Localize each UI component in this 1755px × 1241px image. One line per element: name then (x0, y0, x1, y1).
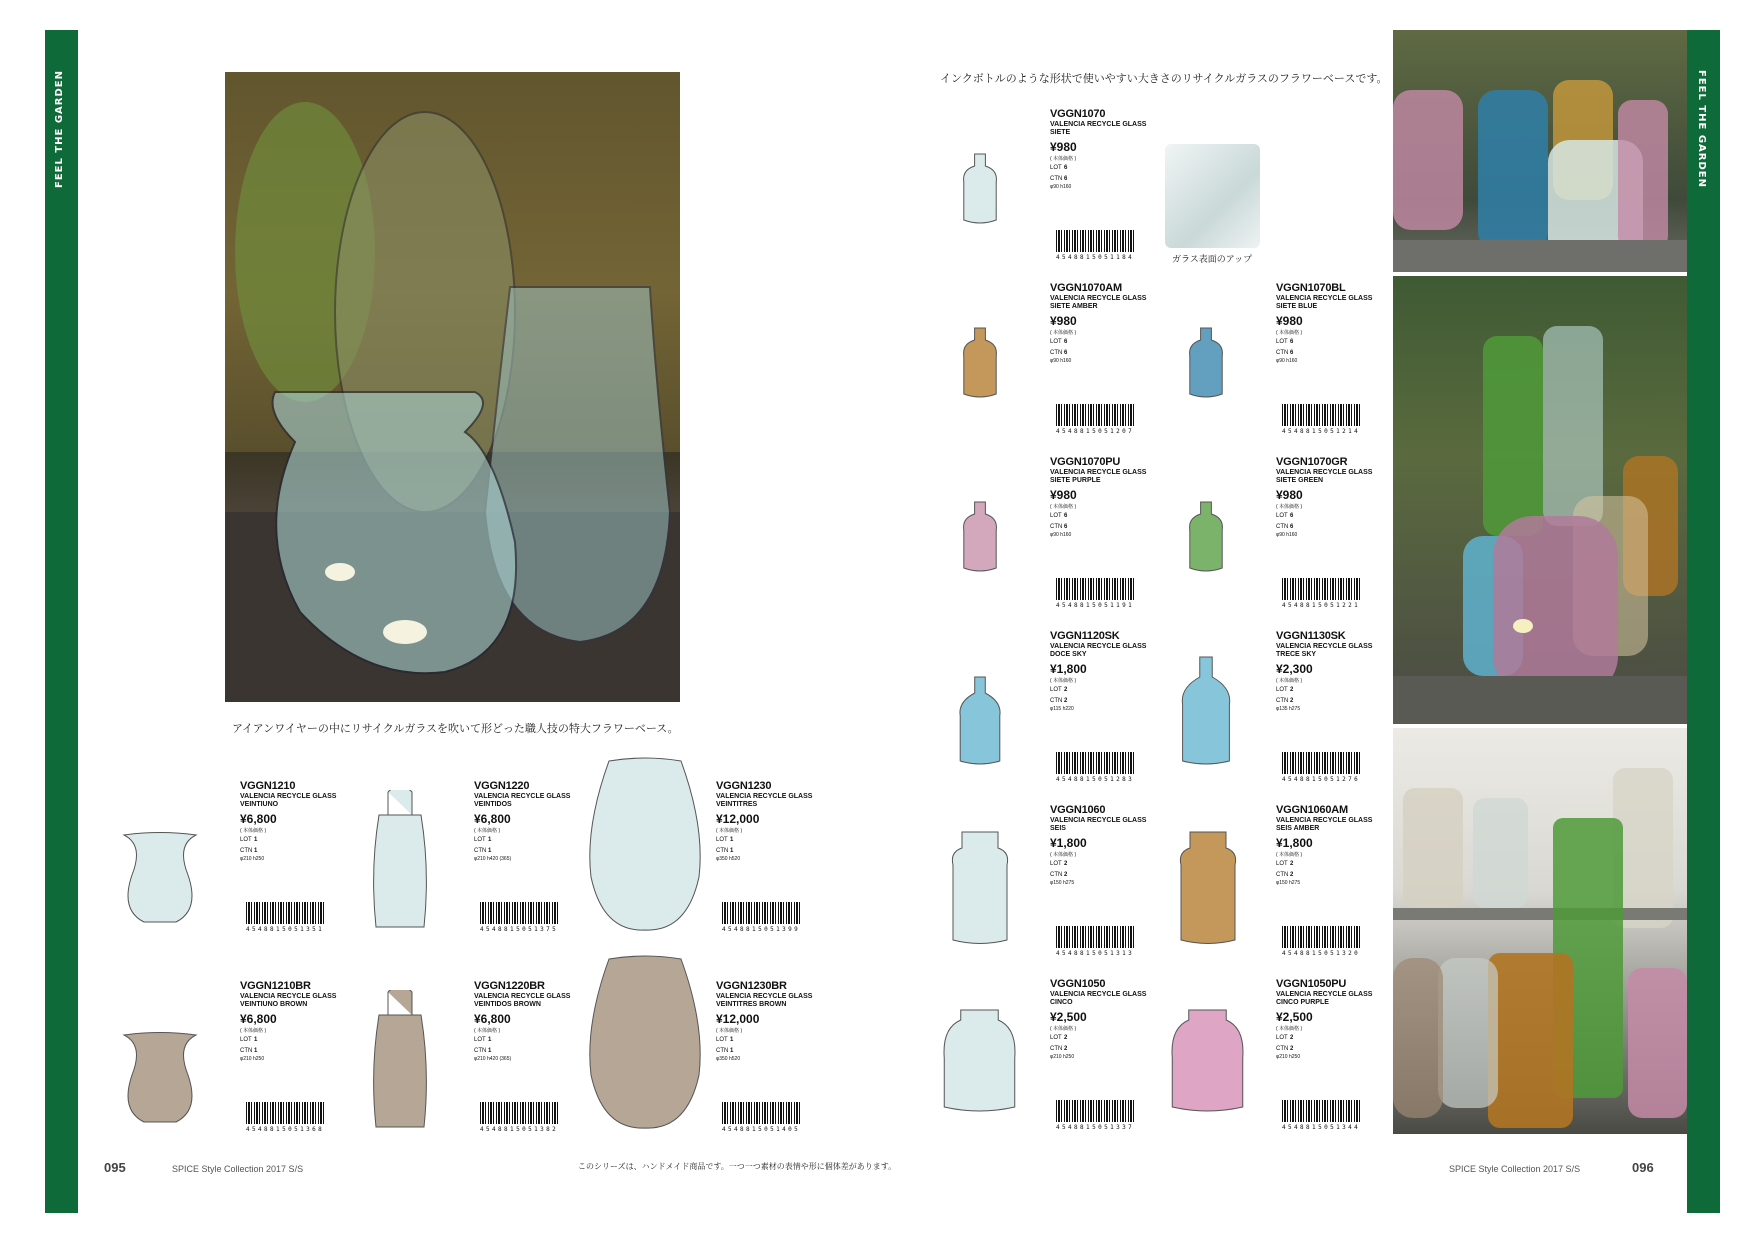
product-price: ¥980 (1050, 488, 1077, 502)
product-name: VALENCIA RECYCLE GLASS VEINTIDOS BROWN (474, 993, 571, 1008)
barcode (1056, 926, 1134, 948)
sidebar-label: FEEL THE GARDEN (54, 70, 65, 188)
product-name: VALENCIA RECYCLE GLASS VEINTIUNO (240, 793, 337, 808)
barcode-number: 4548815051337 (1056, 1124, 1135, 1131)
barcode (1282, 926, 1360, 948)
bottle-photo-middle (1393, 276, 1687, 724)
bottle-photo-bottom (1393, 728, 1687, 1134)
barcode (1282, 578, 1360, 600)
ctn-spec: CTN 6 (1050, 524, 1068, 530)
bottle-photo-bottom-illustration (1393, 728, 1687, 1134)
barcode (246, 1102, 324, 1124)
product-name: VALENCIA RECYCLE GLASS SIETE AMBER (1050, 295, 1147, 310)
tax-label: ( 本体価格 ) (240, 828, 267, 834)
product-name: VALENCIA RECYCLE GLASS SIETE GREEN (1276, 469, 1373, 484)
product-price: ¥2,500 (1050, 1010, 1087, 1024)
product-dimensions: φ150 h275 (1050, 880, 1075, 886)
page-number-right: 096 (1632, 1160, 1654, 1175)
product-image-vggn1060 (950, 830, 1010, 950)
lot-spec: LOT 6 (1050, 165, 1068, 171)
lot-spec: LOT 1 (716, 1037, 734, 1043)
barcode (1056, 404, 1134, 426)
tax-label: ( 本体価格 ) (1050, 504, 1077, 510)
product-price: ¥6,800 (240, 812, 277, 826)
lot-spec: LOT 1 (716, 837, 734, 843)
sidebar-label: FEEL THE GARDEN (1696, 70, 1707, 188)
tax-label: ( 本体価格 ) (1050, 852, 1077, 858)
product-price: ¥12,000 (716, 812, 760, 826)
product-dimensions: φ350 h520 (716, 1056, 741, 1062)
product-image-vggn1220br (370, 990, 430, 1135)
product-dimensions: φ210 h250 (1050, 1054, 1075, 1060)
lot-spec: LOT 2 (1276, 1035, 1294, 1041)
page-number-left: 095 (104, 1160, 126, 1175)
ctn-spec: CTN 1 (474, 848, 492, 854)
product-dimensions: φ210 h250 (1276, 1054, 1301, 1060)
product-vggn1230br (716, 980, 846, 1062)
product-image-vggn1070bl (1188, 326, 1224, 403)
product-price: ¥980 (1050, 314, 1077, 328)
lot-spec: LOT 2 (1050, 861, 1068, 867)
product-vggn1060am (1276, 804, 1406, 886)
left-caption: アイアンワイヤーの中にリサイクルガラスを吹いて形どった職人技の特大フラワーベース。 (232, 722, 679, 735)
product-code: VGGN1070AM (1050, 282, 1122, 294)
product-code: VGGN1070 (1050, 108, 1106, 120)
product-code: VGGN1050 (1050, 978, 1106, 990)
tax-label: ( 本体価格 ) (716, 1028, 743, 1034)
vase-photo-illustration (225, 72, 680, 702)
barcode (1282, 404, 1360, 426)
product-image-vggn1070gr (1188, 500, 1224, 577)
product-price: ¥980 (1276, 488, 1303, 502)
product-name: VALENCIA RECYCLE GLASS VEINTITRES (716, 793, 813, 808)
product-dimensions: φ210 h250 (240, 856, 265, 862)
tax-label: ( 本体価格 ) (1050, 1026, 1077, 1032)
barcode-number: 4548815051221 (1282, 602, 1361, 609)
product-vggn1050 (1050, 978, 1180, 1060)
barcode (722, 902, 800, 924)
barcode (480, 902, 558, 924)
barcode-number: 4548815051184 (1056, 254, 1135, 261)
product-dimensions: φ210 h250 (240, 1056, 265, 1062)
product-dimensions: φ90 h160 (1050, 358, 1072, 364)
tax-label: ( 本体価格 ) (1276, 330, 1303, 336)
barcode-number: 4548815051191 (1056, 602, 1135, 609)
barcode-number: 4548815051368 (246, 1126, 325, 1133)
barcode (246, 902, 324, 924)
product-name: VALENCIA RECYCLE GLASS VEINTIUNO BROWN (240, 993, 337, 1008)
product-vggn1210br (240, 980, 370, 1062)
product-price: ¥6,800 (474, 812, 511, 826)
product-image-vggn1120sk (958, 675, 1002, 770)
product-image-vggn1050 (942, 1008, 1017, 1118)
product-code: VGGN1070BL (1276, 282, 1346, 294)
barcode (1282, 1100, 1360, 1122)
barcode (1056, 752, 1134, 774)
lot-spec: LOT 2 (1050, 1035, 1068, 1041)
product-code: VGGN1210BR (240, 980, 311, 992)
product-price: ¥1,800 (1276, 836, 1313, 850)
product-code: VGGN1130SK (1276, 630, 1346, 642)
product-dimensions: φ90 h160 (1050, 184, 1072, 190)
product-name: VALENCIA RECYCLE GLASS SEIS (1050, 817, 1147, 832)
large-vase-photo (225, 72, 680, 702)
lot-spec: LOT 1 (474, 1037, 492, 1043)
ctn-spec: CTN 2 (1276, 698, 1294, 704)
product-name: VALENCIA RECYCLE GLASS SIETE PURPLE (1050, 469, 1147, 484)
closeup-caption: ガラス表面のアップ (1172, 255, 1253, 265)
product-image-vggn1060am (1178, 830, 1238, 950)
footer-title-left: SPICE Style Collection 2017 S/S (172, 1164, 304, 1174)
product-vggn1230 (716, 780, 846, 862)
product-dimensions: φ115 h220 (1050, 706, 1074, 712)
product-image-vggn1070am (962, 326, 998, 403)
lot-spec: LOT 1 (240, 837, 258, 843)
product-code: VGGN1230 (716, 780, 772, 792)
barcode-number: 4548815051313 (1056, 950, 1135, 957)
barcode (1282, 752, 1360, 774)
ctn-spec: CTN 6 (1276, 524, 1294, 530)
barcode-number: 4548815051207 (1056, 428, 1135, 435)
tax-label: ( 本体価格 ) (1276, 1026, 1303, 1032)
lot-spec: LOT 2 (1276, 861, 1294, 867)
barcode (480, 1102, 558, 1124)
tax-label: ( 本体価格 ) (474, 828, 501, 834)
product-price: ¥980 (1050, 140, 1077, 154)
lot-spec: LOT 6 (1276, 339, 1294, 345)
bottle-photo-middle-illustration (1393, 276, 1687, 724)
product-name: VALENCIA RECYCLE GLASS SIETE BLUE (1276, 295, 1373, 310)
lot-spec: LOT 6 (1050, 513, 1068, 519)
product-dimensions: φ135 h275 (1276, 706, 1301, 712)
product-dimensions: φ350 h520 (716, 856, 741, 862)
right-sidebar (1687, 30, 1720, 1213)
product-dimensions: φ90 h160 (1276, 532, 1298, 538)
product-image-vggn1230br (585, 955, 705, 1135)
left-sidebar (45, 30, 78, 1213)
product-price: ¥6,800 (474, 1012, 511, 1026)
product-code: VGGN1120SK (1050, 630, 1120, 642)
barcode (722, 1102, 800, 1124)
product-vggn1050pu (1276, 978, 1406, 1060)
lot-spec: LOT 1 (240, 1037, 258, 1043)
product-dimensions: φ150 h275 (1276, 880, 1301, 886)
lot-spec: LOT 2 (1276, 687, 1294, 693)
product-price: ¥1,800 (1050, 836, 1087, 850)
product-code: VGGN1230BR (716, 980, 787, 992)
product-vggn1130sk (1276, 630, 1406, 712)
barcode (1056, 230, 1134, 252)
product-price: ¥980 (1276, 314, 1303, 328)
product-code: VGGN1060 (1050, 804, 1106, 816)
bottle-photo-top (1393, 30, 1687, 272)
product-name: VALENCIA RECYCLE GLASS DOCE SKY (1050, 643, 1147, 658)
ctn-spec: CTN 2 (1276, 1046, 1294, 1052)
barcode-number: 4548815051382 (480, 1126, 559, 1133)
product-vggn1070 (1050, 108, 1180, 190)
barcode-number: 4548815051405 (722, 1126, 801, 1133)
barcode-number: 4548815051375 (480, 926, 559, 933)
product-vggn1070am (1050, 282, 1180, 364)
product-image-vggn1210 (120, 830, 200, 930)
product-name: VALENCIA RECYCLE GLASS VEINTITRES BROWN (716, 993, 813, 1008)
product-dimensions: φ210 h420 (365) (474, 1056, 512, 1062)
product-vggn1070bl (1276, 282, 1406, 364)
barcode-number: 4548815051276 (1282, 776, 1361, 783)
product-dimensions: φ90 h160 (1276, 358, 1298, 364)
product-image-vggn1050pu (1170, 1008, 1245, 1118)
barcode-number: 4548815051399 (722, 926, 801, 933)
barcode-number: 4548815051351 (246, 926, 325, 933)
tax-label: ( 本体価格 ) (240, 1028, 267, 1034)
lot-spec: LOT 2 (1050, 687, 1068, 693)
product-dimensions: φ210 h420 (365) (474, 856, 512, 862)
barcode (1056, 1100, 1134, 1122)
tax-label: ( 本体価格 ) (1276, 678, 1303, 684)
product-price: ¥6,800 (240, 1012, 277, 1026)
tax-label: ( 本体価格 ) (1050, 330, 1077, 336)
right-caption: インクボトルのような形状で使いやすい大きさのリサイクルガラスのフラワーベースです。 (940, 72, 1388, 85)
product-image-vggn1220 (370, 790, 430, 935)
product-price: ¥2,300 (1276, 662, 1313, 676)
product-image-vggn1070 (962, 152, 998, 229)
ctn-spec: CTN 1 (474, 1048, 492, 1054)
tax-label: ( 本体価格 ) (716, 828, 743, 834)
ctn-spec: CTN 2 (1050, 1046, 1068, 1052)
tax-label: ( 本体価格 ) (1276, 852, 1303, 858)
tax-label: ( 本体価格 ) (474, 1028, 501, 1034)
product-image-vggn1130sk (1180, 655, 1232, 770)
ctn-spec: CTN 1 (240, 1048, 258, 1054)
ctn-spec: CTN 6 (1276, 350, 1294, 356)
tax-label: ( 本体価格 ) (1050, 678, 1077, 684)
product-vggn1070gr (1276, 456, 1406, 538)
product-name: VALENCIA RECYCLE GLASS SEIS AMBER (1276, 817, 1373, 832)
product-code: VGGN1060AM (1276, 804, 1348, 816)
ctn-spec: CTN 1 (716, 848, 734, 854)
lot-spec: LOT 1 (474, 837, 492, 843)
product-image-vggn1230 (585, 757, 705, 937)
product-vggn1120sk (1050, 630, 1180, 712)
barcode-number: 4548815051320 (1282, 950, 1361, 957)
product-price: ¥2,500 (1276, 1010, 1313, 1024)
product-price: ¥1,800 (1050, 662, 1087, 676)
barcode-number: 4548815051283 (1056, 776, 1135, 783)
product-price: ¥12,000 (716, 1012, 760, 1026)
product-vggn1210 (240, 780, 370, 862)
product-name: VALENCIA RECYCLE GLASS VEINTIDOS (474, 793, 571, 808)
product-name: VALENCIA RECYCLE GLASS CINCO (1050, 991, 1147, 1006)
ctn-spec: CTN 6 (1050, 176, 1068, 182)
footer-note: このシリーズは、ハンドメイド商品です。一つ一つ素材の表情や形に個体差があります。 (578, 1162, 897, 1171)
bottle-photo-top-illustration (1393, 30, 1687, 272)
product-code: VGGN1070PU (1050, 456, 1121, 468)
product-image-vggn1210br (120, 1030, 200, 1130)
ctn-spec: CTN 2 (1050, 698, 1068, 704)
barcode (1056, 578, 1134, 600)
product-name: VALENCIA RECYCLE GLASS SIETE (1050, 121, 1147, 136)
ctn-spec: CTN 1 (240, 848, 258, 854)
tax-label: ( 本体価格 ) (1050, 156, 1077, 162)
product-code: VGGN1220 (474, 780, 530, 792)
ctn-spec: CTN 2 (1276, 872, 1294, 878)
footer-title-right: SPICE Style Collection 2017 S/S (1449, 1164, 1581, 1174)
barcode-number: 4548815051344 (1282, 1124, 1361, 1131)
ctn-spec: CTN 2 (1050, 872, 1068, 878)
product-code: VGGN1050PU (1276, 978, 1347, 990)
product-code: VGGN1210 (240, 780, 296, 792)
product-vggn1060 (1050, 804, 1180, 886)
ctn-spec: CTN 6 (1050, 350, 1068, 356)
lot-spec: LOT 6 (1050, 339, 1068, 345)
tax-label: ( 本体価格 ) (1276, 504, 1303, 510)
product-vggn1070pu (1050, 456, 1180, 538)
product-image-vggn1070pu (962, 500, 998, 577)
product-name: VALENCIA RECYCLE GLASS CINCO PURPLE (1276, 991, 1373, 1006)
product-code: VGGN1070GR (1276, 456, 1348, 468)
product-name: VALENCIA RECYCLE GLASS TRECE SKY (1276, 643, 1373, 658)
product-dimensions: φ90 h160 (1050, 532, 1072, 538)
ctn-spec: CTN 1 (716, 1048, 734, 1054)
lot-spec: LOT 6 (1276, 513, 1294, 519)
product-code: VGGN1220BR (474, 980, 545, 992)
barcode-number: 4548815051214 (1282, 428, 1361, 435)
